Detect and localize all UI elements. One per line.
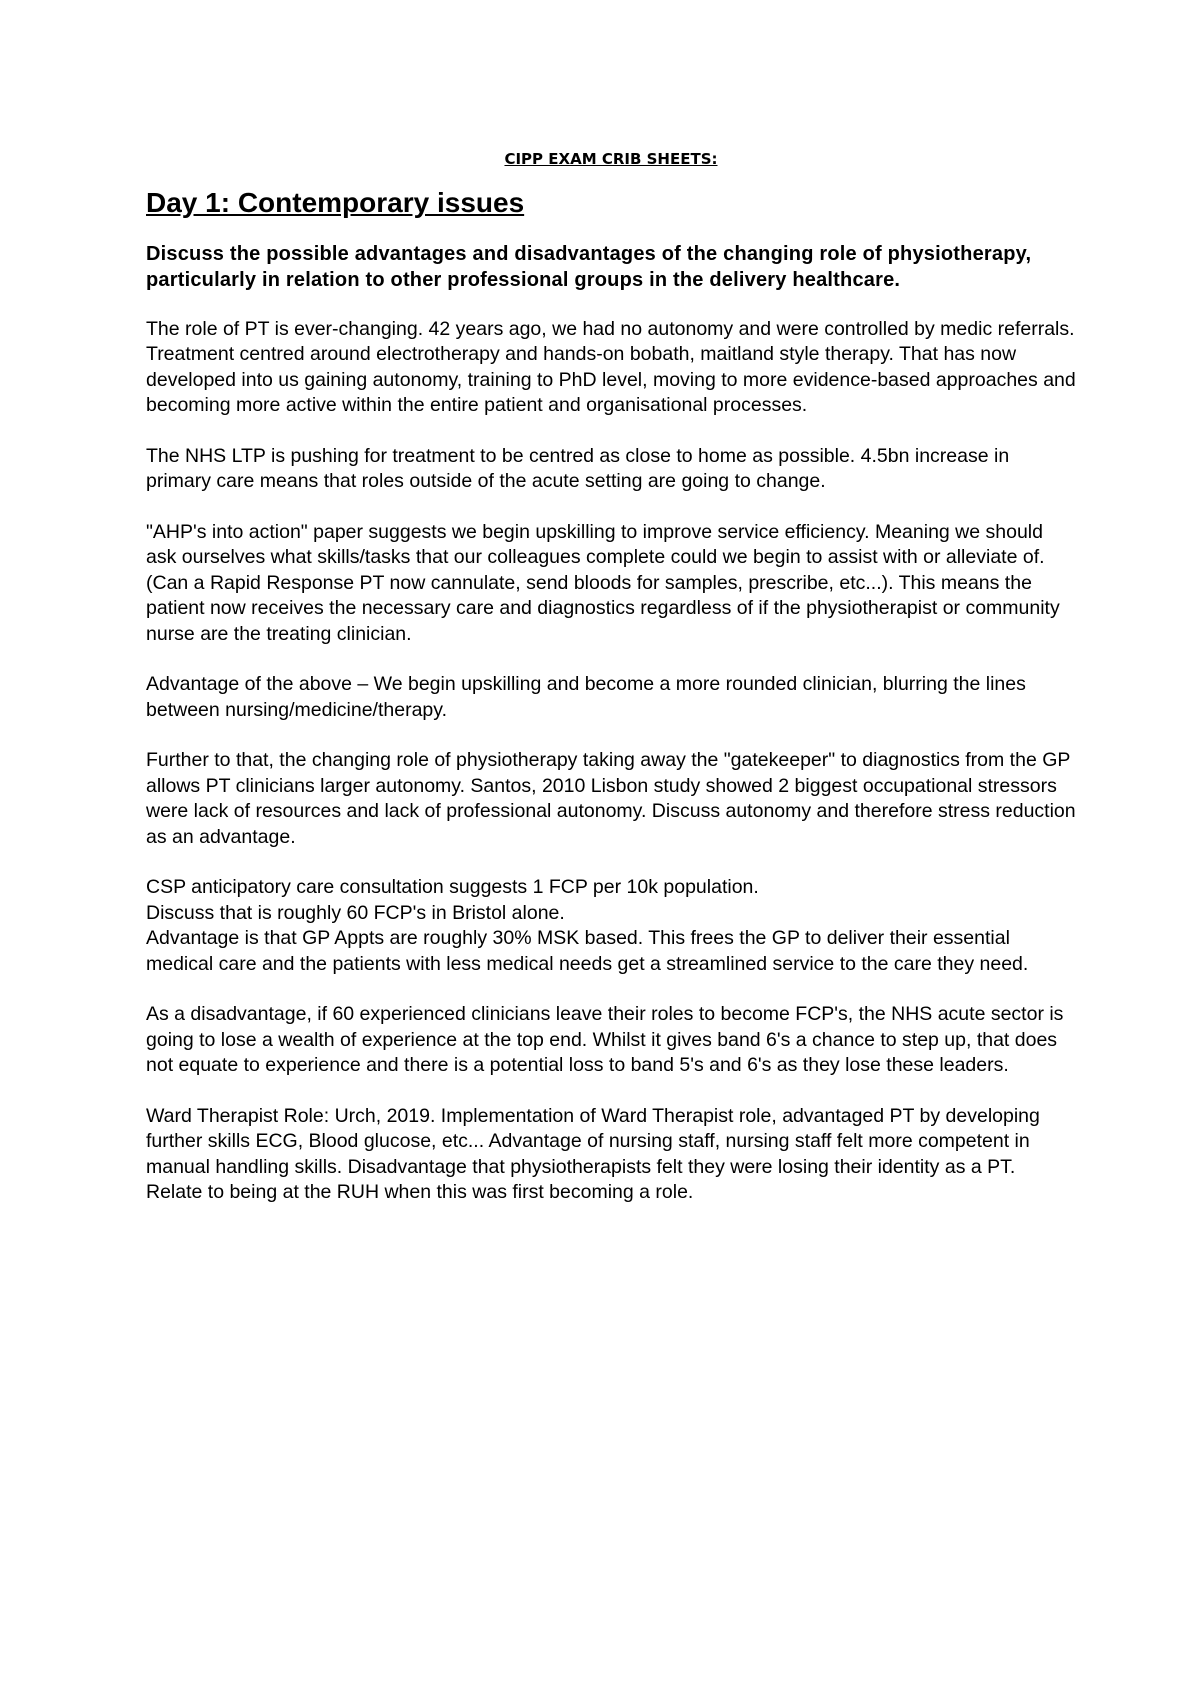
paragraph-line: Advantage of the above – We begin upskilling and become a more rounded clinician, blurring the lines between nursing/medicine/therapy. [146,673,1026,721]
paragraph-line: The role of PT is ever-changing. 42 years ago, we had no autonomy and were controlled by medic referrals. Treatment centred around electrotherapy and hands-on bobath, maitland style therapy. That has now developed into us gaining autonomy, training to PhD level, moving to more evidence-based approaches and becoming more active within the entire patient and organisational processes. [146,317,1076,417]
section-heading: Day 1: Contemporary issues [146,187,525,218]
paragraph-line: CSP anticipatory care consultation suggests 1 FCP per 10k population. [146,876,759,899]
paragraph-advantage-upskilling [146,672,1076,723]
document-title: CIPP EXAM CRIB SHEETS: [504,150,718,168]
paragraph-line: "AHP's into action" paper suggests we begin upskilling to improve service efficiency. Meaning we should ask ourselves what skills/tasks that our colleagues complete could we begin to assist with or alleviate of. (Can a Rapid Response PT now cannulate, send bloods for samples, prescribe, etc...). This means the patient now receives the necessary care and diagnostics regardless of if the physiotherapist or community nurse are the treating clinician. [146,520,1060,645]
paragraph-line: Ward Therapist Role: Urch, 2019. Implementation of Ward Therapist role, advantaged PT by developing further skills ECG, Blood glucose, etc... Advantage of nursing staff, nursing staff felt more competent in manual handling skills. Disadvantage that physiotherapists felt they were losing their identity as a PT. Relate to being at the RUH when this was first becoming a role. [146,1104,1040,1204]
paragraph-line: As a disadvantage, if 60 experienced clinicians leave their roles to become FCP's, the NHS acute sector is going to lose a wealth of experience at the top end. Whilst it gives band 6's a chance to step up, that does not equate to experience and there is a potential loss to band 5's and 6's as they lose these leaders. [146,1003,1064,1077]
paragraph-ward-therapist [146,1104,1076,1206]
document-body [146,150,1076,1231]
paragraph-gatekeeper [146,748,1076,850]
paragraph-nhs-ltp [146,444,1076,495]
paragraph-line: Discuss that is roughly 60 FCP's in Bristol alone. [146,901,565,924]
question-text: Discuss the possible advantages and disadvantages of the changing role of physiotherapy, particularly in relation to other professional groups in the delivery healthcare. [146,242,1032,291]
paragraph-line: The NHS LTP is pushing for treatment to be centred as close to home as possible. 4.5bn increase in primary care means that roles outside of the acute setting are going to change. [146,444,1010,493]
paragraph-disadvantage [146,1002,1076,1079]
paragraph-csp-fcp [146,875,1076,977]
paragraph-line: Advantage is that GP Appts are roughly 30% MSK based. This frees the GP to deliver their essential medical care and the patients with less medical needs get a streamlined service to the care they need. [146,927,1029,975]
paragraph-ahps-into-action [146,520,1076,648]
paragraph-line: Further to that, the changing role of physiotherapy taking away the "gatekeeper" to diagnostics from the GP allows PT clinicians larger autonomy. Santos, 2010 Lisbon study showed 2 biggest occupational stressors were lack of resources and lack of professional autonomy. Discuss autonomy and therefore stress reduction as an advantage. [146,749,1076,848]
paragraph-role-of-pt [146,317,1076,419]
